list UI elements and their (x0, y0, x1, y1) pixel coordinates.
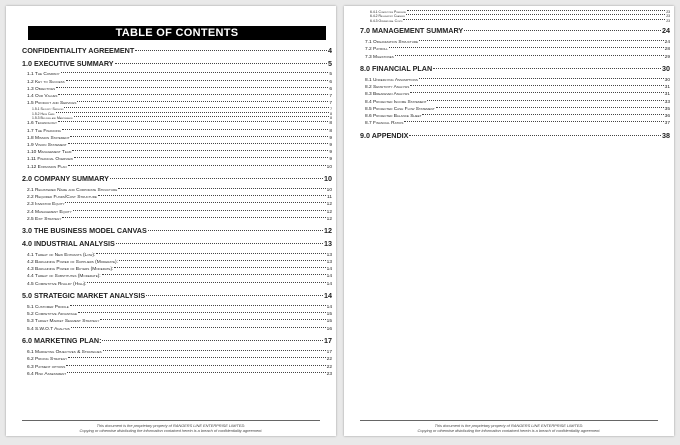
dot-leader (100, 319, 325, 320)
toc-subsection-entry (22, 100, 332, 107)
toc-subsection-entry (22, 318, 332, 325)
toc-page-number: 24 (664, 40, 670, 46)
toc-entry-title: 4.1 Threat of New Entrants (Low): (27, 252, 96, 258)
toc-title: TABLE OF CONTENTS (28, 26, 326, 40)
dot-leader (66, 365, 325, 366)
dot-leader (395, 55, 664, 56)
toc-section-entry (22, 291, 332, 300)
toc-subsection-entry (22, 371, 332, 378)
toc-page-number: 12 (324, 226, 332, 236)
toc-page-number: 13 (324, 239, 332, 249)
toc-page-number: 9 (329, 150, 332, 156)
toc-page-number: 8 (329, 121, 332, 127)
toc-page-number: 14 (324, 291, 332, 301)
toc-page-number: 10 (324, 174, 332, 184)
toc-entry-title: 4.3 Bargaining Power of Buyers (Moderate): (27, 267, 114, 273)
toc-section-entry (22, 226, 332, 235)
toc-page-number: 22 (326, 364, 332, 370)
toc-subsection-entry (22, 326, 332, 333)
toc-page-number: 5 (328, 58, 332, 68)
toc-entry-title: 5.1 Customer Profile (27, 305, 69, 311)
toc-entry-title: 1.12 Expansion Plan (27, 164, 67, 170)
toc-subsection-entry (360, 19, 670, 23)
dot-leader (68, 143, 329, 144)
toc-page-number: 8 (329, 128, 332, 134)
toc-page-number: 23 (666, 18, 670, 23)
toc-entry-title: 1.4 Our Values (27, 94, 58, 100)
dot-leader (71, 327, 326, 328)
dot-leader (64, 107, 329, 108)
toc-page-number: 30 (662, 64, 670, 74)
dot-leader (56, 87, 328, 88)
toc-entry-title: 1.2 Key to Success (27, 79, 65, 85)
toc-page-number: 6 (329, 86, 332, 92)
dot-leader (56, 112, 330, 113)
dot-leader (407, 10, 665, 11)
toc-page-number: 28 (664, 47, 670, 53)
dot-leader (74, 116, 329, 117)
toc-subsection-entry (22, 311, 332, 318)
toc-subsection-entry (22, 259, 332, 266)
toc-entry-title: 7.3 Milestones (365, 54, 394, 60)
toc-entry-title: 5.0 STRATEGIC MARKET ANALYSIS (22, 291, 146, 301)
dot-leader (422, 114, 663, 115)
toc-subsection-entry (22, 79, 332, 86)
toc-page-number: 6 (329, 79, 332, 85)
toc-entry-title: 8.6 Projected Balance Sheet (365, 113, 422, 119)
toc-subsection-entry (360, 54, 670, 61)
toc-section-entry (360, 64, 670, 73)
toc-subsection-entry (360, 46, 670, 53)
document-page-left (6, 6, 336, 436)
toc-subsection-entry (360, 84, 670, 91)
toc-subsection-entry (22, 252, 332, 259)
toc-page-number: 10 (326, 164, 332, 170)
toc-page-number: 17 (326, 350, 332, 356)
toc-entry-title: 8.2 Sensitivity Analysis (365, 85, 410, 91)
dot-leader (73, 210, 326, 211)
dot-leader (96, 253, 325, 254)
toc-subsection-entry (22, 93, 332, 100)
dot-leader (436, 107, 664, 108)
dot-leader (118, 188, 325, 189)
toc-page-number: 14 (326, 281, 332, 287)
dot-leader (78, 312, 326, 313)
footer-line-1: This document is the proprietary property of RANGERS LINE ENTERPRISE LIMITED. (96, 423, 246, 428)
toc-page-number: 23 (326, 371, 332, 377)
toc-subsection-entry (22, 86, 332, 93)
toc-subsection-entry (22, 364, 332, 371)
toc-entry-title: 1.5.3 Building and Maintenance (32, 116, 73, 121)
toc-subsection-entry (360, 113, 670, 120)
toc-entry-title: 1.8 Mission Statement (27, 135, 70, 141)
toc-subsection-entry (22, 281, 332, 288)
toc-subsection-entry (360, 77, 670, 84)
toc-subsection-entry (22, 266, 332, 273)
dot-leader (61, 72, 329, 73)
dot-leader (406, 14, 665, 15)
toc-entry-title: 1.5 Product and Services (27, 101, 77, 107)
toc-page-number: 36 (664, 113, 670, 119)
toc-page-number: 30 (664, 77, 670, 83)
toc-entry-title: 5.4 S.W.O.T Analysis (27, 326, 70, 332)
toc-subsection-entry (22, 273, 332, 280)
toc-entry-title: 4.0 INDUSTRIAL ANALYSIS (22, 239, 115, 249)
dot-leader (102, 340, 323, 341)
toc-page-number: 7 (330, 107, 332, 112)
toc-entry-title: 6.4.3 Operational Costs (370, 18, 403, 23)
toc-section-entry (360, 131, 670, 140)
dot-leader (148, 230, 323, 231)
toc-section-entry (22, 59, 332, 68)
toc-subsection-entry (22, 142, 332, 149)
toc-entry-title: 4.4 Threat of Substitutes (Moderate): (27, 274, 101, 280)
toc-page-number: 33 (664, 99, 670, 105)
toc-page-number: 9 (329, 135, 332, 141)
toc-entry-title: 2.1 Registered Name and Corporate Structure (27, 187, 118, 193)
toc-entry-title: 1.10 Management Team (27, 150, 72, 156)
dot-leader (98, 195, 326, 196)
toc-entry-title: 8.5 Projected Cash Flow Statement (365, 106, 435, 112)
toc-page-number: 10 (326, 187, 332, 193)
toc-subsection-entry (22, 120, 332, 127)
toc-page-number: 8 (330, 116, 332, 121)
toc-entry-title: 1.5.1 Security Services (32, 107, 64, 112)
dot-leader (419, 40, 664, 41)
toc-page-number: 9 (329, 142, 332, 148)
toc-subsection-entry (22, 135, 332, 142)
dot-leader (110, 178, 323, 179)
dot-leader (77, 101, 328, 102)
dot-leader (68, 357, 325, 358)
toc-entry-title: 2.2 Required Funds/Cost Structure (27, 195, 97, 201)
dot-leader (103, 350, 326, 351)
dot-leader (68, 165, 326, 166)
toc-entry-title: 2.4 Management Equity (27, 209, 72, 215)
toc-entry-title: 6.2 Pricing Strategy (27, 357, 68, 363)
toc-entry-title: 2.3 Investor Equity (27, 202, 65, 208)
dot-leader (389, 47, 664, 48)
toc-page-number: 12 (326, 209, 332, 215)
toc-entry-title: 1.7 The Financing (27, 128, 61, 134)
toc-entry-title: 1.11 Financial Overview (27, 157, 73, 163)
page-footer-right (360, 420, 658, 433)
toc-subsection-entry (360, 99, 670, 106)
toc-page-number: 14 (326, 305, 332, 311)
toc-page-number: 15 (326, 319, 332, 325)
toc-page-number: 38 (662, 130, 670, 140)
dot-leader (62, 129, 328, 130)
footer-line-1: This document is the proprietary property of RANGERS LINE ENTERPRISE LIMITED. (434, 423, 584, 428)
toc-subsection-entry (22, 128, 332, 135)
toc-entry-title: 6.3 Payment options (27, 364, 66, 370)
toc-page-number: 16 (326, 326, 332, 332)
dot-leader (65, 202, 325, 203)
dot-leader (403, 19, 665, 20)
toc-entry-title: CONFIDENTIALITY AGREEMENT (22, 46, 135, 55)
toc-entry-title: 8.1 Underlying Assumptions (365, 77, 418, 83)
dot-leader (115, 63, 327, 64)
toc-page-number: 12 (326, 202, 332, 208)
dot-leader (433, 68, 661, 69)
toc-list-left (22, 46, 332, 378)
toc-page-number: 35 (664, 106, 670, 112)
toc-entry-title: 7.0 MANAGEMENT SUMMARY (360, 26, 464, 36)
toc-entry-title: 1.1 The Company (27, 72, 60, 78)
toc-entry-title: 1.6 Technology (27, 121, 58, 127)
toc-entry-title: 3.0 THE BUSINESS MODEL CANVAS (22, 226, 147, 236)
toc-subsection-entry (360, 39, 670, 46)
toc-subsection-entry (22, 209, 332, 216)
toc-subsection-entry (22, 349, 332, 356)
dot-leader (72, 150, 328, 151)
toc-subsection-entry (360, 120, 670, 127)
toc-page-number: 15 (326, 312, 332, 318)
toc-page-number: 4 (328, 46, 332, 55)
dot-leader (135, 50, 327, 51)
toc-entry-title: 7.2 Payroll (365, 47, 388, 53)
toc-entry-title: 2.0 COMPANY SUMMARY (22, 174, 109, 184)
toc-section-entry (360, 26, 670, 35)
dot-leader (119, 260, 326, 261)
toc-page-number: 5 (329, 72, 332, 78)
dot-leader (146, 295, 323, 296)
toc-entry-title: 4.2 Bargaining Power of Suppliers (Moderate): (27, 260, 118, 266)
toc-section-entry (22, 336, 332, 345)
toc-page-number: 29 (664, 54, 670, 60)
toc-subsection-entry (22, 156, 332, 163)
toc-list-right (360, 10, 670, 140)
dot-leader (66, 80, 329, 81)
page-footer-left (22, 420, 320, 433)
dot-leader (67, 372, 326, 373)
toc-subsection-entry (22, 304, 332, 311)
toc-entry-title: 1.5.2 Here Care (32, 111, 55, 116)
toc-page-number: 8 (330, 111, 332, 116)
toc-page-number: 14 (326, 267, 332, 273)
toc-section-entry (22, 174, 332, 183)
toc-entry-title: 8.7 Financial Ratios (365, 121, 404, 127)
toc-entry-title: 6.4.1 Competitive Pressure (370, 10, 406, 14)
toc-entry-title: 8.4 Projected Income Statement (365, 99, 427, 105)
dot-leader (62, 217, 325, 218)
toc-page-number: 12 (326, 216, 332, 222)
document-page-right (344, 6, 674, 436)
toc-page-number: 13 (326, 252, 332, 258)
dot-leader (102, 274, 326, 275)
toc-page-number: 22 (326, 357, 332, 363)
footer-line-2: Copying or otherwise distributing the information contained herein is a breach of confidentiality agreement. (79, 428, 263, 433)
dot-leader (74, 157, 328, 158)
toc-page-number: 31 (664, 92, 670, 98)
toc-entry-title: 6.1 Marketing Objectives & Strategies (27, 350, 102, 356)
toc-page-number: 13 (326, 260, 332, 266)
dot-leader (410, 92, 663, 93)
toc-entry-title: 5.2 Competitive Advantage (27, 312, 77, 318)
toc-entry-title: 7.1 Organization Structure (365, 40, 419, 46)
dot-leader (409, 135, 661, 136)
toc-page-number: 31 (664, 85, 670, 91)
toc-subsection-entry (22, 164, 332, 171)
toc-subsection-entry (22, 216, 332, 223)
toc-subsection-entry (22, 201, 332, 208)
toc-page-number: 17 (324, 336, 332, 346)
toc-entry-title: 1.3 Objectives (27, 86, 56, 92)
dot-leader (427, 100, 663, 101)
toc-subsection-entry (22, 194, 332, 201)
toc-entry-title: 1.0 EXECUTIVE SUMMARY (22, 58, 114, 68)
toc-page-number: 9 (329, 157, 332, 163)
toc-subsection-entry (22, 149, 332, 156)
toc-section-entry (22, 46, 332, 55)
toc-page-number: 7 (329, 94, 332, 100)
toc-entry-title: 2.5 Exit Strategy (27, 216, 62, 222)
dot-leader (410, 85, 663, 86)
toc-page-number: 24 (662, 26, 670, 36)
dot-leader (70, 305, 326, 306)
dot-leader (58, 94, 328, 95)
toc-subsection-entry (22, 187, 332, 194)
toc-subsection-entry (360, 91, 670, 98)
toc-page-number: 37 (664, 121, 670, 127)
dot-leader (58, 121, 328, 122)
toc-page-number: 23 (666, 14, 670, 19)
toc-subsection-entry (22, 71, 332, 78)
toc-entry-title: 5.3 Target Market Segment Strategy (27, 319, 100, 325)
toc-entry-title: 4.5 Competitive Rivalry (High): (27, 281, 87, 287)
toc-section-entry (22, 239, 332, 248)
toc-entry-title: 8.3 Breakeven Analysis (365, 92, 410, 98)
dot-leader (419, 78, 664, 79)
dot-leader (114, 267, 325, 268)
toc-entry-title: 9.0 APPENDIX (360, 130, 409, 140)
dot-leader (404, 121, 663, 122)
dot-leader (464, 30, 661, 31)
toc-page-number: 11 (327, 195, 332, 201)
toc-entry-title: 6.4.2 Regulatory Changes (370, 14, 405, 19)
dot-leader (116, 243, 323, 244)
toc-page-number: 23 (666, 10, 670, 14)
dot-leader (87, 282, 325, 283)
toc-page-number: 7 (329, 101, 332, 107)
toc-entry-title: 1.9 Vision Statement (27, 142, 67, 148)
toc-entry-title: 6.4 Risk Assessment (27, 371, 67, 377)
toc-entry-title: 6.0 MARKETING PLAN: (22, 336, 102, 346)
toc-page-number: 14 (326, 274, 332, 280)
dot-leader (70, 136, 328, 137)
toc-subsection-entry (22, 356, 332, 363)
footer-line-2: Copying or otherwise distributing the information contained herein is a breach of confidentiality agreement. (417, 428, 601, 433)
toc-subsection-entry (360, 106, 670, 113)
toc-entry-title: 8.0 FINANCIAL PLAN (360, 64, 433, 74)
